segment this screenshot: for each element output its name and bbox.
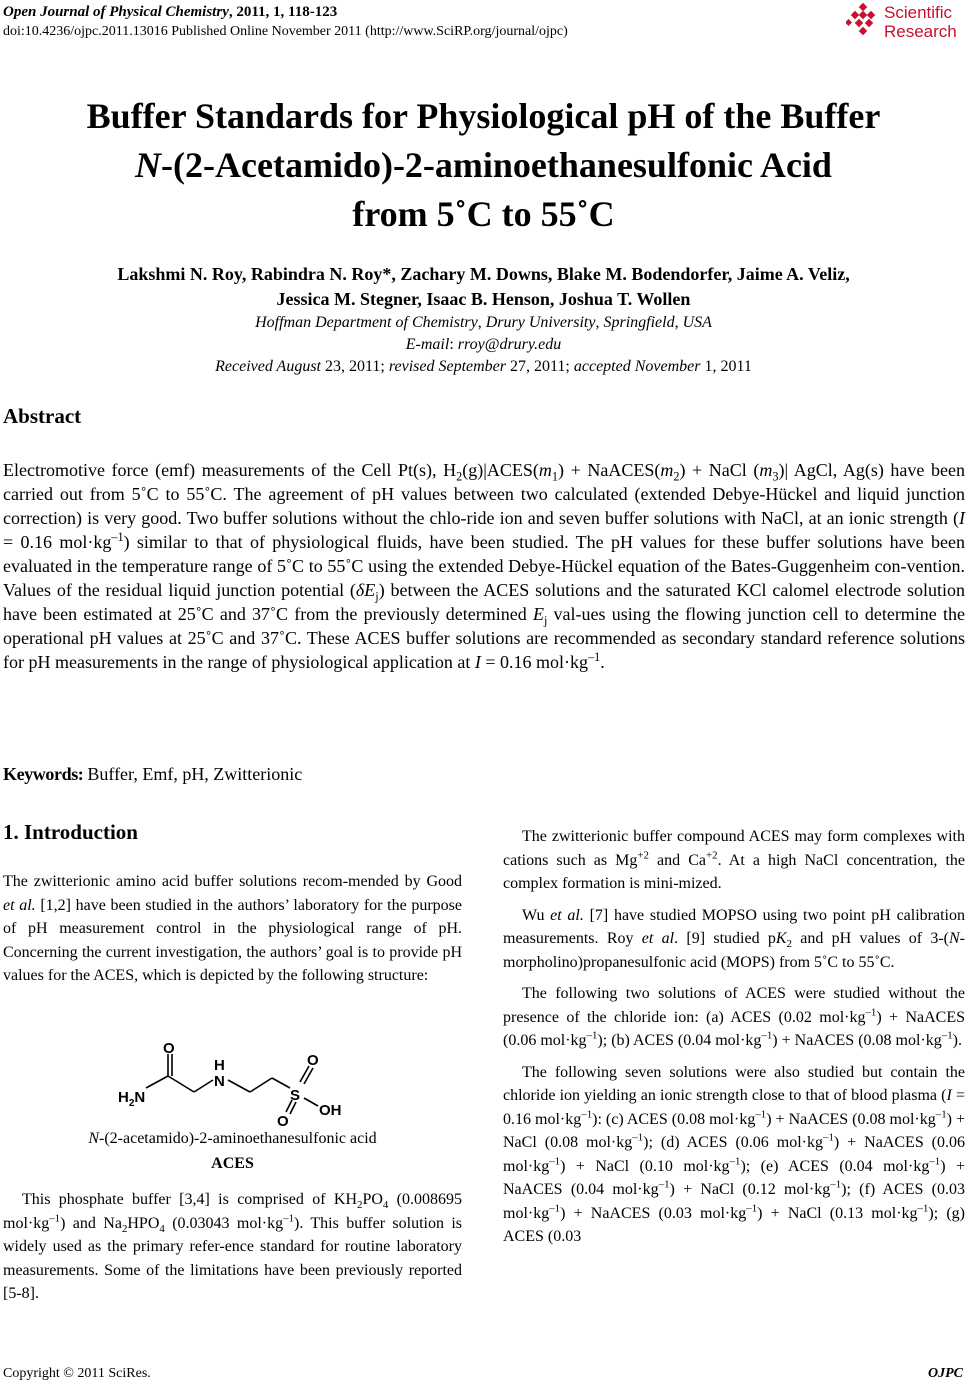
atom-h2n bbox=[118, 1089, 145, 1109]
caption-italic: N bbox=[88, 1130, 99, 1147]
superscript: –1 bbox=[658, 1178, 670, 1191]
abstract-text: ) + NaCl ( bbox=[679, 460, 760, 480]
affiliation-line: Hoffman Department of Chemistry, Drury University, Springfield, USA bbox=[255, 314, 712, 331]
paragraph-text: ); (e) ACES (0.04 mol·kg bbox=[740, 1157, 930, 1175]
accepted-label: accepted November bbox=[573, 358, 701, 375]
subscript: j bbox=[543, 613, 548, 628]
left-column-top bbox=[3, 870, 462, 988]
paragraph-text: ) and Na bbox=[60, 1214, 122, 1232]
superscript: –1 bbox=[823, 1131, 834, 1144]
var-m: m bbox=[759, 460, 773, 480]
bond bbox=[228, 1080, 250, 1092]
abstract-text: )| AgCl, Ag(s) have been carried out from 5˚C to 55˚C. The agreement of pH values between two calculated (extended Debye-Hückel and liquid junction correction) is very good. Two buffer solutions without the chlo-ride ion and seven buffer solutions with NaCl, at an ionic strength ( bbox=[3, 460, 965, 528]
right-paragraph-2 bbox=[503, 904, 965, 975]
copyright-footer: Copyright © 2011 SciRes. bbox=[3, 1366, 151, 1381]
title-italic-n: N bbox=[135, 145, 162, 185]
paragraph-text: The following seven solutions were also studied but contain the chloride ion yielding an ionic strength close to that of blood plasma ( bbox=[503, 1063, 965, 1104]
superscript: –1 bbox=[865, 1006, 877, 1019]
paragraph-text: [7] have studied MOPSO using two point pH calibration measurements. Roy bbox=[503, 906, 965, 947]
paragraph-text: . At a high NaCl concentration, the complex formation is mini-mized. bbox=[503, 851, 966, 892]
atom-n: N bbox=[214, 1073, 225, 1090]
paragraph-text: The zwitterionic buffer compound ACES may form complexes with cations such as Mg bbox=[503, 828, 965, 869]
abstract-heading: Abstract bbox=[3, 404, 82, 428]
paragraph-text: ) + NaACES (0.03 mol·kg bbox=[560, 1204, 747, 1222]
bond bbox=[304, 1098, 318, 1106]
superscript: –1 bbox=[588, 650, 601, 664]
superscript: –1 bbox=[549, 1155, 561, 1168]
paragraph-text: The following two solutions of ACES were studied without the presence of the chloride ion: (a) ACES (0.02 mol·kg bbox=[503, 985, 965, 1026]
var-k: K bbox=[775, 930, 787, 947]
doi-line: doi:10.4236/ojpc.2011.13016 Published Online November 2011 (http://www.SciRP.org/journal/ojpc) bbox=[3, 24, 568, 39]
subscript: 4 bbox=[382, 1199, 389, 1212]
email-line: E-mail: rroy@drury.edu bbox=[405, 336, 562, 353]
revised-label: revised September bbox=[388, 358, 506, 375]
paragraph-text: ). This buffer solution is widely used as the primary refer-ence standard for routine laboratory measurements. Some of the limitations have been previously reported [5-8]. bbox=[3, 1214, 463, 1302]
bond bbox=[146, 1076, 168, 1088]
et-al: et al bbox=[641, 930, 675, 947]
paragraph-text: ); (d) ACES (0.06 mol·kg bbox=[643, 1134, 823, 1151]
structure-label: ACES bbox=[211, 1155, 254, 1172]
university: Drury University bbox=[485, 314, 596, 331]
var-i: I bbox=[946, 1087, 952, 1104]
atom-o-carbonyl: O bbox=[163, 1040, 175, 1057]
author-list bbox=[0, 262, 967, 312]
paragraph-text: . [9] studied p bbox=[674, 930, 776, 947]
superscript: –1 bbox=[761, 1029, 773, 1042]
superscript: –1 bbox=[917, 1202, 929, 1215]
subscript: 1 bbox=[551, 469, 558, 484]
paragraph-text: ) + NaACES (0.06 mol·kg bbox=[503, 1134, 966, 1175]
superscript: –1 bbox=[830, 1178, 842, 1191]
right-column bbox=[503, 825, 965, 1249]
country: USA bbox=[682, 314, 712, 331]
atom-o-sulfonyl-top: O bbox=[307, 1052, 319, 1069]
paragraph-text: ): (c) ACES (0.08 mol·kg bbox=[592, 1110, 756, 1128]
revised-date: 27, 2011; bbox=[506, 358, 574, 375]
var-delta-e: δE bbox=[355, 580, 376, 600]
structure-caption bbox=[3, 1130, 462, 1148]
superscript: –1 bbox=[586, 1029, 598, 1042]
received-date: 23, 2011; bbox=[321, 358, 389, 375]
paragraph-text: (0.03043 mol·kg bbox=[164, 1214, 284, 1232]
logo-line-1: Scientific bbox=[884, 3, 953, 22]
var-m: m bbox=[538, 460, 552, 480]
caption-text: -(2-acetamido)-2-aminoethanesulfonic acid bbox=[99, 1130, 377, 1147]
title-line-1: Buffer Standards for Physiological pH of the Buffer bbox=[86, 96, 881, 136]
superscript: –1 bbox=[111, 530, 124, 544]
bond bbox=[272, 1078, 290, 1088]
superscript: –1 bbox=[283, 1212, 294, 1225]
bond bbox=[250, 1078, 272, 1092]
department: Hoffman Department of Chemistry bbox=[255, 314, 478, 331]
subscript: j bbox=[375, 589, 379, 604]
paragraph-text: Wu bbox=[522, 906, 551, 924]
abstract-text: . bbox=[600, 652, 605, 672]
superscript: –1 bbox=[549, 1202, 561, 1215]
subscript: 2 bbox=[357, 1199, 363, 1212]
paragraph-text: ) + NaCl (0.10 mol·kg bbox=[560, 1157, 730, 1175]
bond bbox=[194, 1080, 213, 1092]
atom-h2n-n: N bbox=[134, 1089, 146, 1106]
subscript: 2 bbox=[673, 469, 680, 484]
italic-n: N bbox=[949, 930, 960, 947]
title-line-2-rest: -(2-Acetamido)-2-aminoethanesulfonic Acid bbox=[161, 145, 832, 185]
atom-h: H bbox=[214, 1057, 225, 1074]
bond bbox=[168, 1076, 194, 1092]
paper-title bbox=[0, 92, 967, 239]
dates-line bbox=[0, 356, 967, 378]
superscript: –1 bbox=[581, 1108, 593, 1121]
superscript: +2 bbox=[706, 849, 718, 862]
intro-paragraph-2 bbox=[3, 1188, 462, 1306]
affiliation-block bbox=[0, 312, 967, 378]
superscript: –1 bbox=[935, 1108, 947, 1121]
paragraph-text: ); (b) ACES (0.04 mol·kg bbox=[597, 1032, 762, 1049]
paragraph-text: ); (f) ACES (0.03 mol·kg bbox=[503, 1181, 966, 1222]
paragraph-text: ) + NaACES (0.08 mol·kg bbox=[766, 1110, 936, 1128]
city: Springfield bbox=[603, 314, 675, 331]
accepted-date: 1, 2011 bbox=[700, 358, 752, 375]
abstract-text: Electromotive force (emf) measurements of the Cell Pt(s), H bbox=[3, 460, 457, 480]
paragraph-text: [1,2] have been studied in the authors’ laboratory for the purpose of pH measurement control in the physiological range of pH. Concerning the current investigation, the authors’ goal is to provide pH values for the ACES, which is depicted by the following structure: bbox=[3, 896, 462, 984]
journal-header bbox=[3, 4, 337, 21]
keywords-value: Buffer, Emf, pH, Zwitterionic bbox=[87, 764, 303, 784]
superscript: –1 bbox=[729, 1155, 741, 1168]
paragraph-text: ) + NaACES (0.04 mol·kg bbox=[503, 1157, 966, 1198]
abstract-text: val-ues using the flowing junction cell to determine the operational pH values at 25˚C and 37˚C. These ACES buffer solutions are recommended as secondary standard reference solutions for pH measurements in the range of physiological application at bbox=[3, 604, 965, 672]
right-paragraph-3 bbox=[503, 982, 965, 1053]
bond bbox=[304, 1068, 313, 1084]
authors-line-1: Lakshmi N. Roy, Rabindra N. Roy*, Zachary M. Downs, Blake M. Bodendorfer, Jaime A. Veliz, bbox=[117, 264, 850, 284]
paragraph-text: ) + NaCl (0.12 mol·kg bbox=[669, 1181, 831, 1198]
email-label: E-mail bbox=[405, 336, 450, 353]
journal-citation: , 2011, 1, 118-123 bbox=[228, 4, 338, 20]
paragraph-text: This phosphate buffer [3,4] is comprised of KH bbox=[22, 1191, 357, 1208]
subscript: 4 bbox=[159, 1222, 165, 1235]
paragraph-text: and Ca bbox=[648, 851, 706, 869]
paragraph-text: = 0.16 mol·kg bbox=[503, 1087, 965, 1128]
var-m: m bbox=[660, 460, 674, 480]
intro-paragraph-1 bbox=[3, 870, 462, 988]
superscript: –1 bbox=[746, 1202, 758, 1215]
keywords-label: Keywords: bbox=[3, 764, 84, 784]
title-line-2 bbox=[0, 141, 967, 190]
abstract-body bbox=[3, 458, 965, 674]
left-column-bottom bbox=[3, 1188, 462, 1306]
var-e: E bbox=[532, 604, 544, 624]
superscript: –1 bbox=[941, 1029, 953, 1042]
atom-h2n-h: H bbox=[118, 1089, 129, 1106]
abstract-text: ) between the ACES solutions and the saturated KCl calomel electrode solution have been estimated at 25˚C and 37˚C from the previously determined bbox=[3, 580, 965, 624]
paragraph-text: -morpholino)propanesulfonic acid (MOPS) from 5˚C to 55˚C. bbox=[503, 930, 965, 971]
abstract-text: = 0.16 mol·kg bbox=[480, 652, 589, 672]
scirp-logo-icon bbox=[846, 2, 882, 38]
superscript: –1 bbox=[755, 1108, 767, 1121]
superscript: +2 bbox=[637, 849, 649, 862]
keywords bbox=[3, 764, 302, 785]
right-paragraph-1 bbox=[503, 825, 965, 896]
paragraph-text: ) + NaCl (0.08 mol·kg bbox=[503, 1110, 966, 1151]
paragraph-text: ) + NaCl (0.13 mol·kg bbox=[757, 1204, 918, 1222]
superscript: –1 bbox=[632, 1131, 644, 1144]
paragraph-text: The zwitterionic amino acid buffer solutions recom-mended by Good bbox=[3, 873, 462, 890]
paragraph-text: PO bbox=[362, 1191, 383, 1208]
logo-wordmark bbox=[884, 3, 957, 41]
superscript: –1 bbox=[49, 1212, 61, 1225]
abstract-text: ) + NaACES( bbox=[558, 460, 661, 480]
atom-s: S bbox=[290, 1087, 301, 1104]
logo-line-2: Research bbox=[884, 22, 957, 41]
abstract-text: ) similar to that of physiological fluids, have been studied. The pH values for these buffer solutions have been evaluated in the temperature range of 5˚C to 55˚C using the extended Debye-Hückel equation of the Bates-Guggenheim con-vention. Values of the residual liquid junction potential ( bbox=[3, 532, 965, 600]
aces-structure-diagram bbox=[100, 1040, 360, 1128]
paragraph-text: ) + NaACES (0.08 mol·kg bbox=[772, 1032, 942, 1049]
abstract-text: = 0.16 mol·kg bbox=[3, 532, 112, 552]
atom-oh: OH bbox=[319, 1102, 342, 1119]
superscript: –1 bbox=[929, 1155, 941, 1168]
atom-o-sulfonyl-bottom: O bbox=[277, 1113, 289, 1128]
paragraph-text: (0.008695 mol·kg bbox=[3, 1191, 463, 1232]
subscript: 2 bbox=[456, 469, 463, 484]
paragraph-text: ); (g) ACES (0.03 bbox=[503, 1204, 966, 1245]
et-al: et al. bbox=[3, 896, 36, 914]
abstract-text: (g)|ACES( bbox=[462, 460, 539, 480]
journal-name: Open Journal of Physical Chemistry bbox=[3, 4, 229, 20]
subscript: 2 bbox=[121, 1222, 128, 1235]
subscript: 2 bbox=[786, 938, 792, 951]
email-link[interactable]: rroy@drury.edu bbox=[457, 336, 562, 353]
section-heading-introduction: 1. Introduction bbox=[3, 820, 138, 844]
et-al: et al. bbox=[550, 906, 584, 924]
var-i: I bbox=[959, 508, 965, 528]
paragraph-text: ) + NaACES (0.06 mol·kg bbox=[503, 1008, 965, 1049]
paragraph-text: HPO bbox=[127, 1214, 160, 1232]
atom-h2n-sub: 2 bbox=[128, 1098, 135, 1109]
journal-abbreviation: OJPC bbox=[928, 1366, 963, 1381]
paragraph-text: ). bbox=[952, 1032, 962, 1049]
authors-line-2: Jessica M. Stegner, Isaac B. Henson, Joshua T. Wollen bbox=[276, 289, 691, 309]
paragraph-text: and pH values of 3-( bbox=[791, 930, 949, 947]
title-line-3: from 5˚C to 55˚C bbox=[352, 194, 615, 234]
right-paragraph-4 bbox=[503, 1061, 965, 1249]
var-i: I bbox=[474, 652, 481, 672]
received-label: Received August bbox=[215, 358, 321, 375]
subscript: 3 bbox=[772, 469, 779, 484]
publisher-logo bbox=[846, 2, 966, 44]
